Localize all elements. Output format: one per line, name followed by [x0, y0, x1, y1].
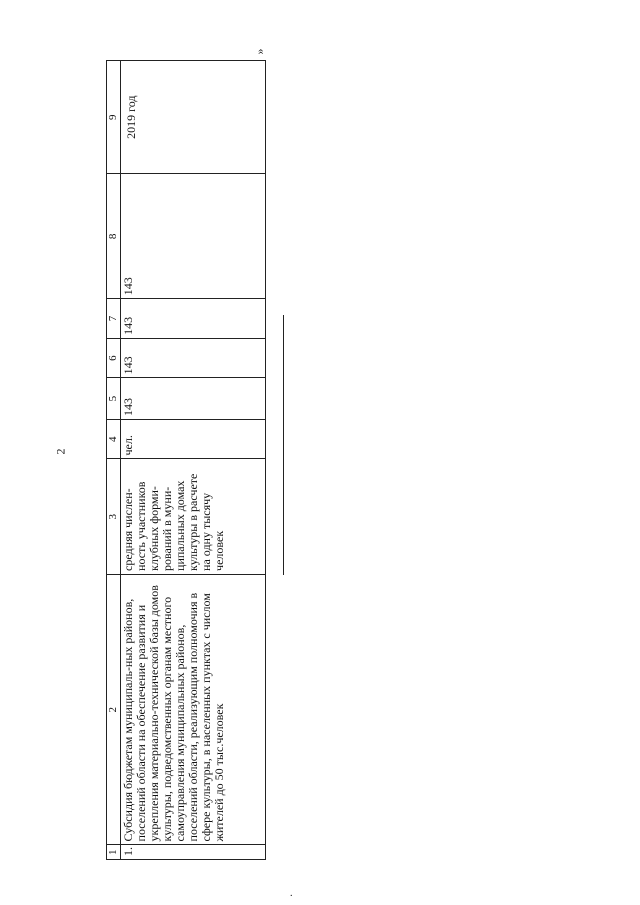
header-cell: 6 [107, 338, 121, 378]
header-cell: 5 [107, 378, 121, 420]
footer-dot: . [290, 888, 293, 899]
data-table-rotated [106, 60, 266, 860]
row-description: Субсидия бюджетам муниципаль-ных районов, поселений области на обеспечение развития и укрепления материально-технической базы домов культуры, подведомственных органам местного самоуправления муниципальных районов, поселений области, реализующим полномочия в сфере культуры, в населенных пунктах с числом жителей до 50 тыс.человек [121, 574, 266, 844]
header-cell: 1 [107, 845, 121, 860]
closing-quote: » [252, 48, 267, 55]
header-cell: 9 [107, 61, 121, 174]
row-value-8: 143 [121, 174, 266, 299]
row-value-6: 143 [121, 338, 266, 378]
row-year: 2019 год [121, 61, 266, 174]
row-indicator: средняя числен-ность участников клубных форми-рований в муни-ципальных домах культуры в расчете на одну тысячу человек [121, 459, 266, 574]
row-value-5: 143 [121, 378, 266, 420]
row-unit: чел. [121, 419, 266, 459]
table-row [121, 61, 266, 860]
header-cell: 2 [107, 574, 121, 844]
signature-line [283, 315, 284, 575]
row-value-7: 143 [121, 299, 266, 339]
data-table [106, 60, 266, 860]
header-cell: 3 [107, 459, 121, 574]
row-number: 1. [121, 845, 266, 860]
header-row [107, 61, 121, 860]
header-cell: 7 [107, 299, 121, 339]
header-cell: 8 [107, 174, 121, 299]
header-cell: 4 [107, 419, 121, 459]
page-number: 2 [53, 448, 68, 455]
